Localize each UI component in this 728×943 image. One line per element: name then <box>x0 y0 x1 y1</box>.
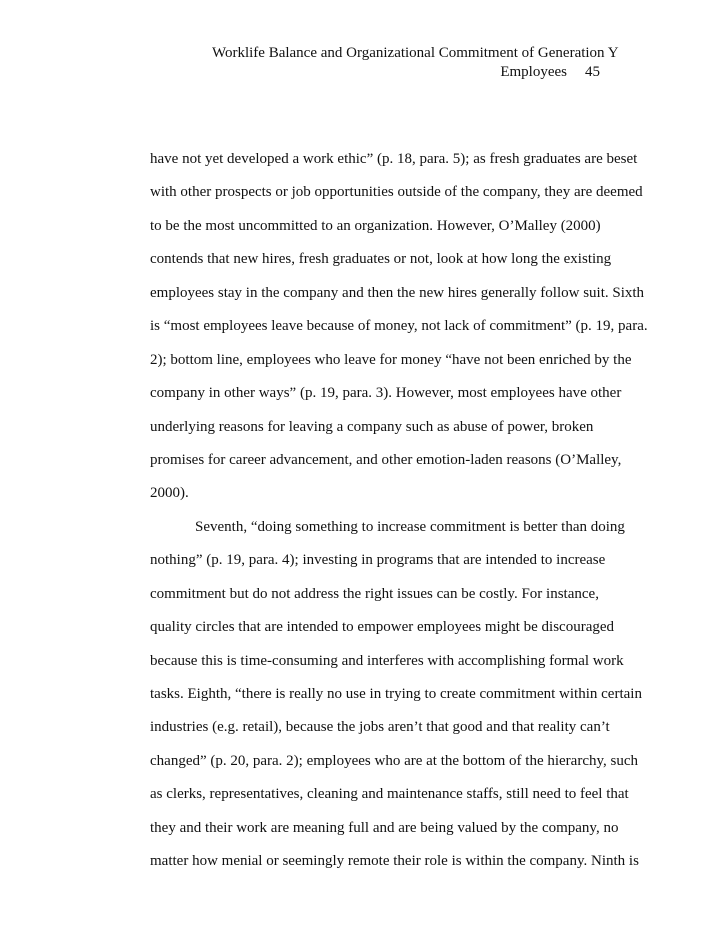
text-line: quality circles that are intended to empower employees might be discouraged <box>150 619 615 636</box>
text-line: because this is time-consuming and interferes with accomplishing formal work <box>150 652 624 669</box>
text-line: they and their work are meaning full and are being valued by the company, no <box>150 819 619 836</box>
paragraph-first-line: Seventh, “doing something to increase commitment is better than doing <box>195 518 625 535</box>
running-head-title: Worklife Balance and Organizational Commitment of Generation Y <box>212 45 619 61</box>
text-line: company in other ways” (p. 19, para. 3). However, most employees have other <box>150 385 622 402</box>
text-line: have not yet developed a work ethic” (p. 18, para. 5); as fresh graduates are beset <box>150 151 638 167</box>
text-line: tasks. Eighth, “there is really no use in trying to create commitment within certain <box>150 686 642 702</box>
text-line: industries (e.g. retail), because the jobs aren’t that good and that reality can’t <box>150 719 610 736</box>
text-line: nothing” (p. 19, para. 4); investing in programs that are intended to increase <box>150 552 606 569</box>
text-line: is “most employees leave because of money, not lack of commitment” (p. 19, para. <box>150 318 648 335</box>
running-head-title-end: Employees <box>500 64 567 80</box>
running-head-title-continued <box>150 63 600 82</box>
text-line: changed” (p. 20, para. 2); employees who are at the bottom of the hierarchy, such <box>150 752 639 769</box>
text-line: 2000). <box>150 485 189 502</box>
page-number: 45 <box>585 64 600 80</box>
text-line: as clerks, representatives, cleaning and maintenance staffs, still need to feel that <box>150 786 629 803</box>
text-line: to be the most uncommitted to an organization. However, O’Malley (2000) <box>150 217 601 234</box>
text-line: matter how menial or seemingly remote their role is within the company. Ninth is <box>150 853 639 870</box>
running-head <box>150 44 619 82</box>
text-line: promises for career advancement, and other emotion-laden reasons (O’Malley, <box>150 451 622 468</box>
body-text <box>150 148 648 884</box>
text-line: with other prospects or job opportunities outside of the company, they are deemed <box>150 184 643 201</box>
text-line: contends that new hires, fresh graduates or not, look at how long the existing <box>150 251 612 268</box>
text-line: commitment but do not address the right issues can be costly. For instance, <box>150 585 599 602</box>
text-line: employees stay in the company and then the new hires generally follow suit. Sixth <box>150 284 645 301</box>
text-line: underlying reasons for leaving a company such as abuse of power, broken <box>150 418 594 435</box>
text-line: 2); bottom line, employees who leave for money “have not been enriched by the <box>150 351 632 368</box>
